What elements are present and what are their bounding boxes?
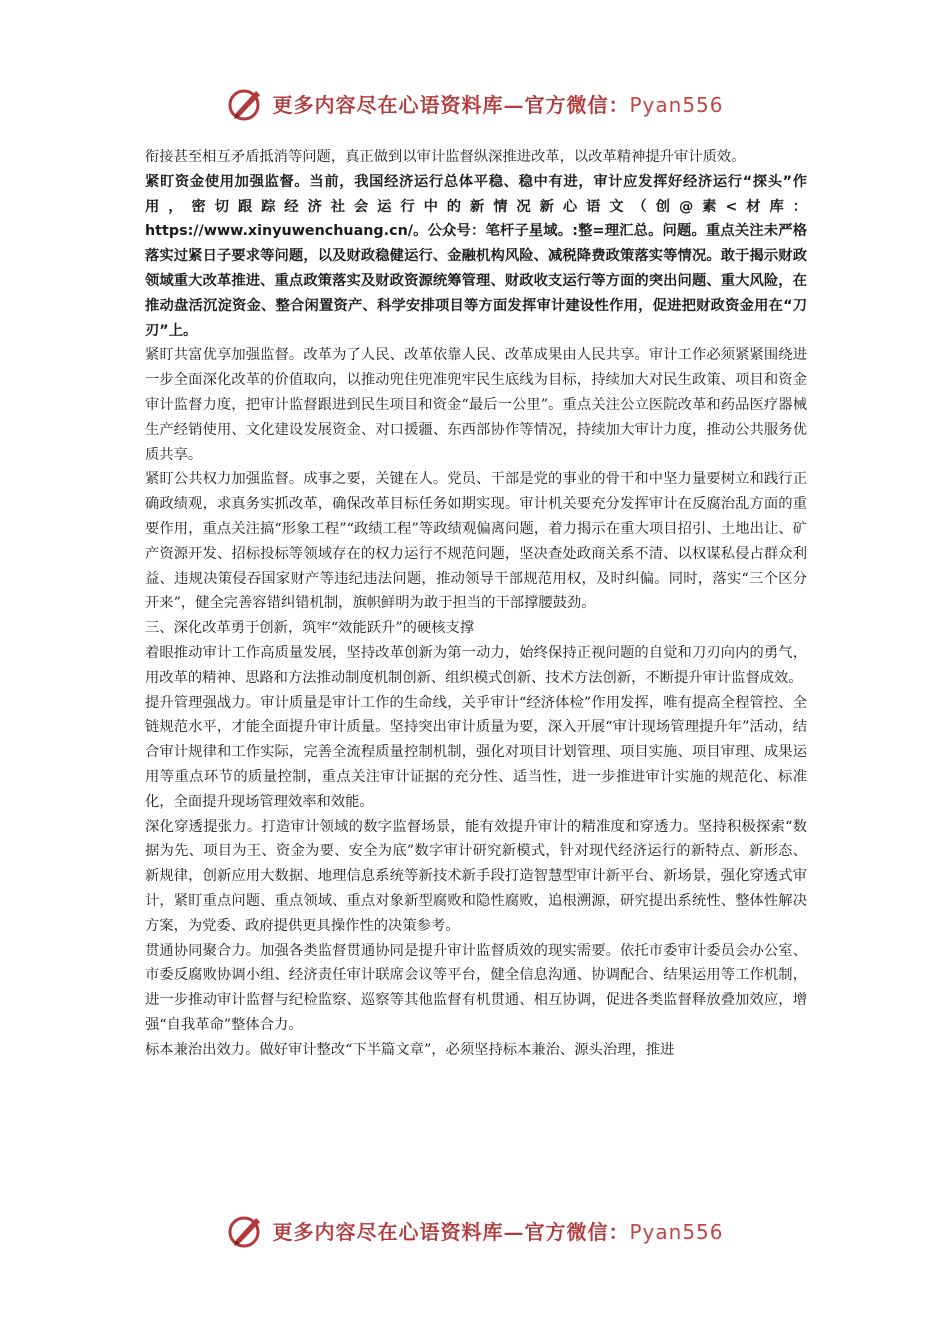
banner-text — [272, 1216, 723, 1245]
footer-banner — [0, 1205, 950, 1255]
paragraph-4: 紧盯公共权力加强监督。成事之要，关键在人。党员、干部是党的事业的骨干和中坚力量要树立和践行正确政绩观，求真务实抓改革，确保改革目标任务如期实现。审计机关要充分发挥审计在反腐治乱方面的重要作用，重点关注搞“形象工程”“政绩工程”等政绩观偏离问题，着力揭示在重大项目招引、土地出让、矿产资源开发、招标投标等领域存在的权力运行不规范问题，坚决查处政商关系不清、以权谋私侵占群众利益、违规决策侵吞国家财产等违纪违法问题，推动领导干部规范用权，及时纠偏。同时，落实“三个区分开来”，健全完善容错纠错机制，旗帜鲜明为敢于担当的干部撑腰鼓劲。 — [145, 471, 807, 612]
paragraph-2: 紧盯资金使用加强监督。当前，我国经济运行总体平稳、稳中有进，审计应发挥好经济运行“探头”作用，密切跟踪经济社会运行中的新情况新心语文（创@素<材库：https://www.xinyuwenchuang.cn/。公众号：笔杆子星域。:整=理汇总。问题。重点关注未严格落实过紧日子要求等问题，以及财政稳健运行、金融机构风险、减税降费政策落实等情况。敢于揭示财政领域重大改革推进、重点政策落实及财政资源统筹管理、财政收支运行等方面的突出问题、重大风险，在推动盘活沉淀资金、整合闲置资产、科学安排项目等方面发挥审计建设性作用，促进把财政资金用在“刀刃”上。 — [145, 173, 807, 339]
paragraph-3: 紧盯共富优享加强监督。改革为了人民、改革依靠人民、改革成果由人民共享。审计工作必须紧紧围绕进一步全面深化改革的价值取向，以推动兜住兜准兜牢民生底线为目标，持续加大对民生政策、项目和资金审计监督力度，把审计监督跟进到民生项目和资金“最后一公里”。重点关注公立医院改革和药品医疗器械生产经销使用、文化建设发展资金、对口援疆、东西部协作等情况，持续加大审计力度，推动公共服务优质共享。 — [145, 347, 807, 463]
banner-label: 更多内容尽在心语资料库—官方微信： — [272, 92, 630, 117]
banner-label: 更多内容尽在心语资料库—官方微信： — [272, 1219, 630, 1244]
paragraph-5: 着眼推动审计工作高质量发展，坚持改革创新为第一动力，始终保持正视问题的自觉和刀刃向内的勇气，用改革的精神、思路和方法推动制度机制创新、组织模式创新、技术方法创新，不断提升审计监督成效。 — [145, 644, 807, 686]
paragraph-9: 标本兼治出效力。做好审计整改“下半篇文章”，必须坚持标本兼治、源头治理，推进 — [145, 1041, 675, 1058]
paragraph-1: 衔接甚至相互矛盾抵消等问题，真正做到以审计监督纵深推进改革，以改革精神提升审计质效。 — [145, 149, 746, 165]
header-banner — [0, 78, 950, 128]
paragraph-6: 提升管理强战力。审计质量是审计工作的生命线，关乎审计“经济体检”作用发挥，唯有提高全程管控、全链规范水平，才能全面提升审计质量。坚持突出审计质量为要，深入开展“审计现场管理提升年”活动，结合审计规律和工作实际，完善全流程质量控制机制，强化对项目计划管理、项目实施、项目审理、成果运用等重点环节的质量控制，重点关注审计证据的充分性、适当性，进一步推进审计实施的规范化、标准化，全面提升现场管理效率和效能。 — [145, 694, 807, 810]
wechat-id: Pyan556 — [629, 92, 724, 117]
wechat-id: Pyan556 — [629, 1219, 724, 1244]
pen-logo-icon — [226, 1210, 266, 1250]
banner-text — [272, 89, 723, 118]
pen-logo-icon — [226, 83, 266, 123]
section-heading: 三、深化改革勇于创新，筑牢“效能跃升”的硬核支撑 — [145, 620, 475, 637]
paragraph-8: 贯通协同聚合力。加强各类监督贯通协同是提升审计监督质效的现实需要。依托市委审计委员会办公室、市委反腐败协调小组、经济责任审计联席会议等平台，健全信息沟通、协调配合、结果运用等工作机制，进一步推动审计监督与纪检监察、巡察等其他监督有机贯通、相互协调，促进各类监督释放叠加效应，增强“自我革命”整体合力。 — [145, 942, 807, 1033]
paragraph-7: 深化穿透提张力。打造审计领域的数字监督场景，能有效提升审计的精准度和穿透力。坚持积极探索“数据为先、项目为王、资金为要、安全为底”数字审计研究新模式，针对现代经济运行的新特点、新形态、新规律，创新应用大数据、地理信息系统等新技术新手段打造智慧型审计新平台、新场景，强化穿透式审计，紧盯重点问题、重点领域、重点对象新型腐败和隐性腐败，追根溯源，研究提出系统性、整体性解决方案，为党委、政府提供更具操作性的决策参考。 — [145, 818, 807, 934]
document-body — [145, 145, 807, 1062]
